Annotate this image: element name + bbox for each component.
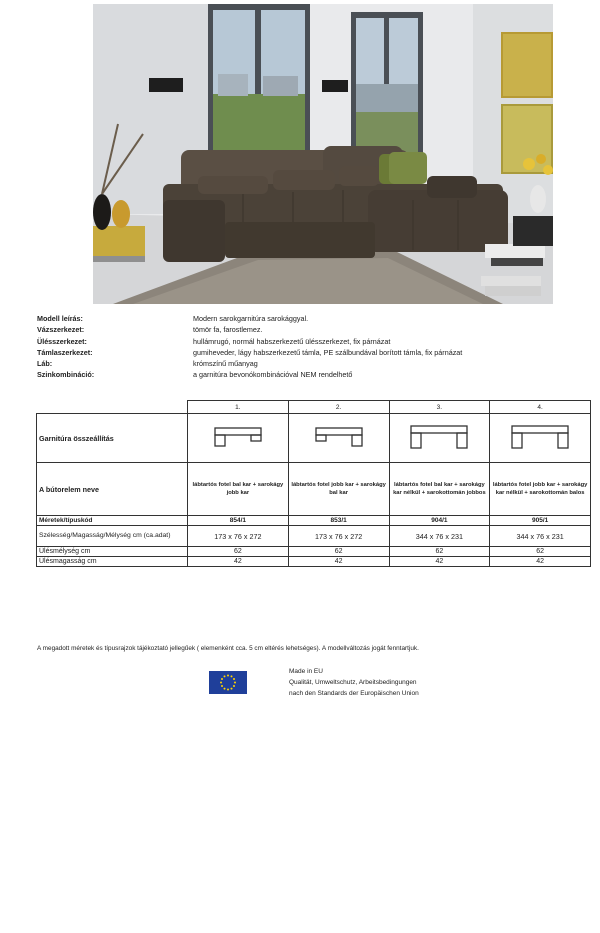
seat-height-value: 42 bbox=[389, 557, 490, 567]
eu-line: nach den Standards der Europäischen Union bbox=[289, 690, 419, 697]
seat-height-value: 42 bbox=[288, 557, 389, 567]
column-number: 1. bbox=[188, 401, 289, 414]
type-code: 904/1 bbox=[389, 516, 490, 526]
column-number: 4. bbox=[490, 401, 591, 414]
spec-row-color bbox=[37, 369, 577, 380]
spec-value: gumiheveder, lágy habszerkezetű támla, PE szálbundával borított támla, fix párnázat bbox=[193, 347, 463, 357]
spec-label: Modell leírás: bbox=[37, 314, 83, 323]
element-name: lábtartós fotel bal kar + sarokágy jobb kar bbox=[188, 463, 289, 516]
seat-height-value: 42 bbox=[188, 557, 289, 567]
seat-depth-value: 62 bbox=[490, 547, 591, 557]
spec-value: krómszínű műanyag bbox=[193, 359, 258, 369]
table-row-seat-height bbox=[37, 557, 591, 567]
element-name: lábtartós fotel jobb kar + sarokágy kar nélkül + sarokottomán balos bbox=[490, 463, 591, 516]
table-row-dimensions bbox=[37, 526, 591, 547]
spec-row-frame bbox=[37, 324, 577, 335]
dimension-value: 344 x 76 x 231 bbox=[389, 526, 490, 547]
row-label: Ülésmagasság cm bbox=[37, 557, 188, 567]
table-row-code bbox=[37, 516, 591, 526]
table-row-seat-depth bbox=[37, 547, 591, 557]
spec-label: Ülésszerkezet: bbox=[37, 336, 87, 346]
type-code: 905/1 bbox=[490, 516, 591, 526]
shape-diagram-4 bbox=[490, 414, 591, 463]
table-header-row bbox=[37, 401, 591, 414]
window-right bbox=[351, 12, 423, 162]
seat-depth-value: 62 bbox=[389, 547, 490, 557]
element-name: lábtartós fotel bal kar + sarokágy kar nélkül + sarokottomán jobbos bbox=[389, 463, 490, 516]
product-table bbox=[36, 400, 591, 567]
element-name: lábtartós fotel jobb kar + sarokágy bal kar bbox=[288, 463, 389, 516]
spec-value: Modern sarokgarnitúra sarokággyal. bbox=[193, 314, 309, 323]
table-row-name bbox=[37, 463, 591, 516]
dimension-value: 173 x 76 x 272 bbox=[188, 526, 289, 547]
spec-value: tömör fa, farostlemez. bbox=[193, 325, 263, 335]
spec-label: Vázszerkezet: bbox=[37, 325, 85, 335]
blank-cell bbox=[37, 401, 188, 414]
seat-depth-value: 62 bbox=[288, 547, 389, 557]
column-number: 2. bbox=[288, 401, 389, 414]
eu-line: Made in EU bbox=[289, 668, 323, 675]
spec-value: hullámrugó, normál habszerkezetű ülésszerkezet, fix párnázat bbox=[193, 336, 391, 346]
spec-list bbox=[37, 313, 577, 381]
product-photo bbox=[93, 4, 553, 304]
seat-depth-value: 62 bbox=[188, 547, 289, 557]
spec-row-seat bbox=[37, 336, 577, 347]
spec-label: Szinkombináció: bbox=[37, 370, 95, 380]
type-code: 853/1 bbox=[288, 516, 389, 526]
spec-row-model bbox=[37, 313, 577, 324]
dimension-value: 344 x 76 x 231 bbox=[490, 526, 591, 547]
seat-height-value: 42 bbox=[490, 557, 591, 567]
disclaimer-text: A megadott méretek és típusrajzok tájékoztató jellegűek ( elemenként cca. 5 cm eltérés lehetséges). A modellváltozás jogát fenntartjuk. bbox=[37, 645, 419, 652]
eu-origin-text bbox=[289, 666, 419, 699]
shape-diagram-3 bbox=[389, 414, 490, 463]
table-row-shape bbox=[37, 414, 591, 463]
eu-flag-icon bbox=[209, 671, 247, 694]
spec-row-legs bbox=[37, 358, 577, 369]
spec-label: Láb: bbox=[37, 359, 53, 369]
row-label: Ülésmélység cm bbox=[37, 547, 188, 557]
dimension-value: 173 x 76 x 272 bbox=[288, 526, 389, 547]
spec-value: a garnitúra bevonókombinációval NEM rendelhető bbox=[193, 370, 353, 380]
window-left bbox=[208, 4, 310, 162]
spec-row-back bbox=[37, 347, 577, 358]
spec-label: Támlaszerkezet: bbox=[37, 347, 93, 357]
shape-diagram-2 bbox=[288, 414, 389, 463]
row-label: Méretek/típuskód bbox=[37, 516, 188, 526]
eu-line: Qualität, Umweltschutz, Arbeitsbedingungen bbox=[289, 679, 417, 686]
column-number: 3. bbox=[389, 401, 490, 414]
shape-diagram-1 bbox=[188, 414, 289, 463]
row-label: A bútorelem neve bbox=[37, 463, 188, 516]
type-code: 854/1 bbox=[188, 516, 289, 526]
row-label: Garnitúra összeállítás bbox=[37, 414, 188, 463]
row-label: Szélesség/Magasság/Mélység cm (ca.adat) bbox=[37, 526, 188, 547]
